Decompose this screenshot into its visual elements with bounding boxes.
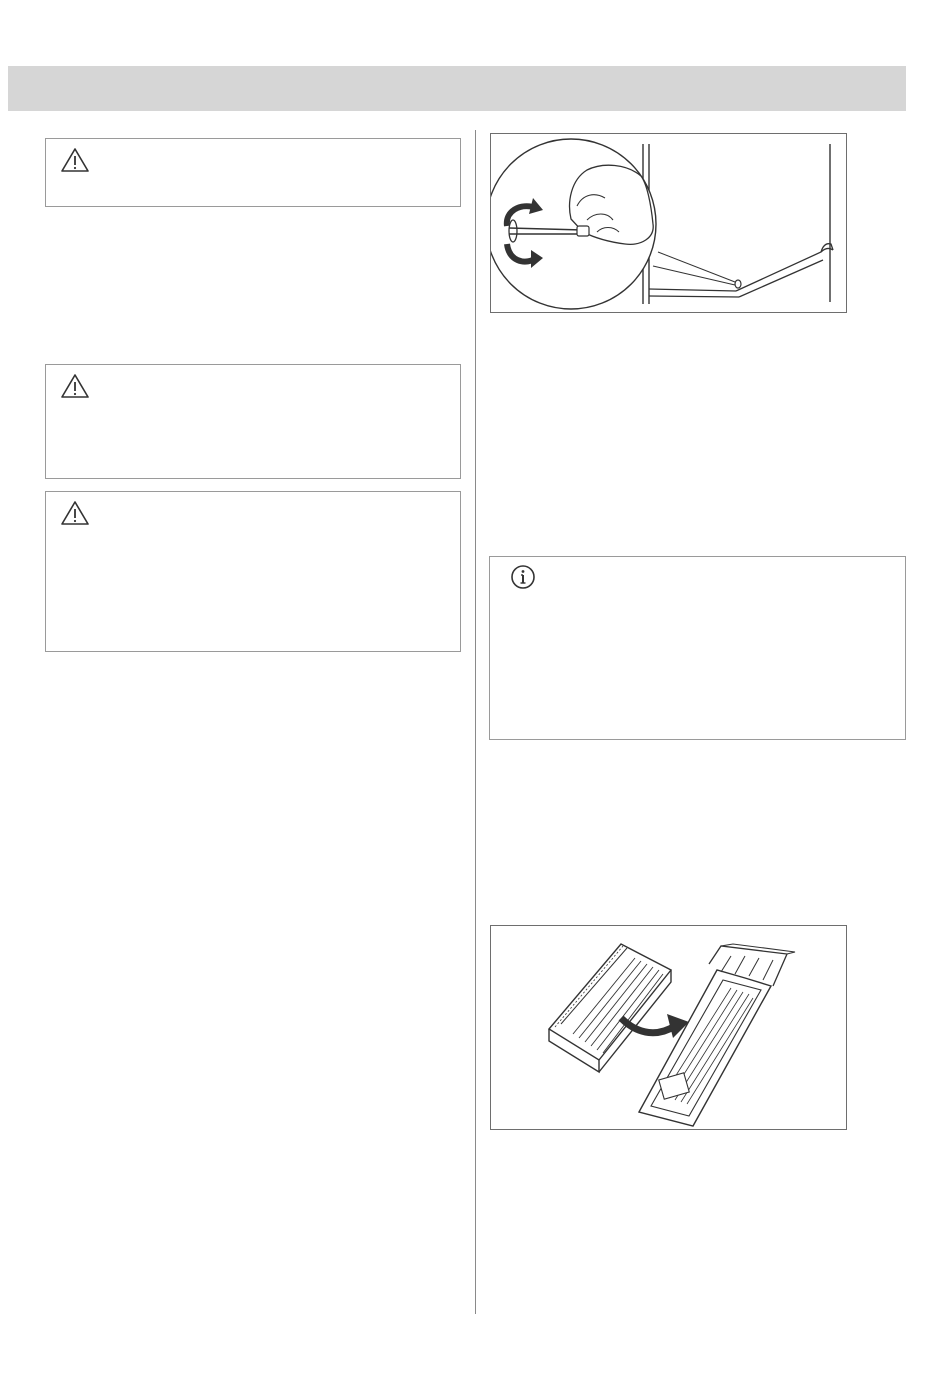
air-filter-replacement-figure	[490, 925, 847, 1130]
warning-box-3	[45, 491, 461, 652]
warning-box-2	[45, 364, 461, 479]
warning-box-1	[45, 138, 461, 207]
drain-hole-cleaning-figure	[490, 133, 847, 313]
section-header-band	[8, 66, 906, 111]
column-divider	[475, 130, 476, 1314]
info-circle-icon	[508, 563, 538, 591]
warning-triangle-icon	[60, 500, 90, 526]
filter-cartridge	[549, 944, 671, 1072]
information-box	[489, 556, 906, 740]
warning-triangle-icon	[60, 373, 90, 399]
warning-triangle-icon	[60, 147, 90, 173]
